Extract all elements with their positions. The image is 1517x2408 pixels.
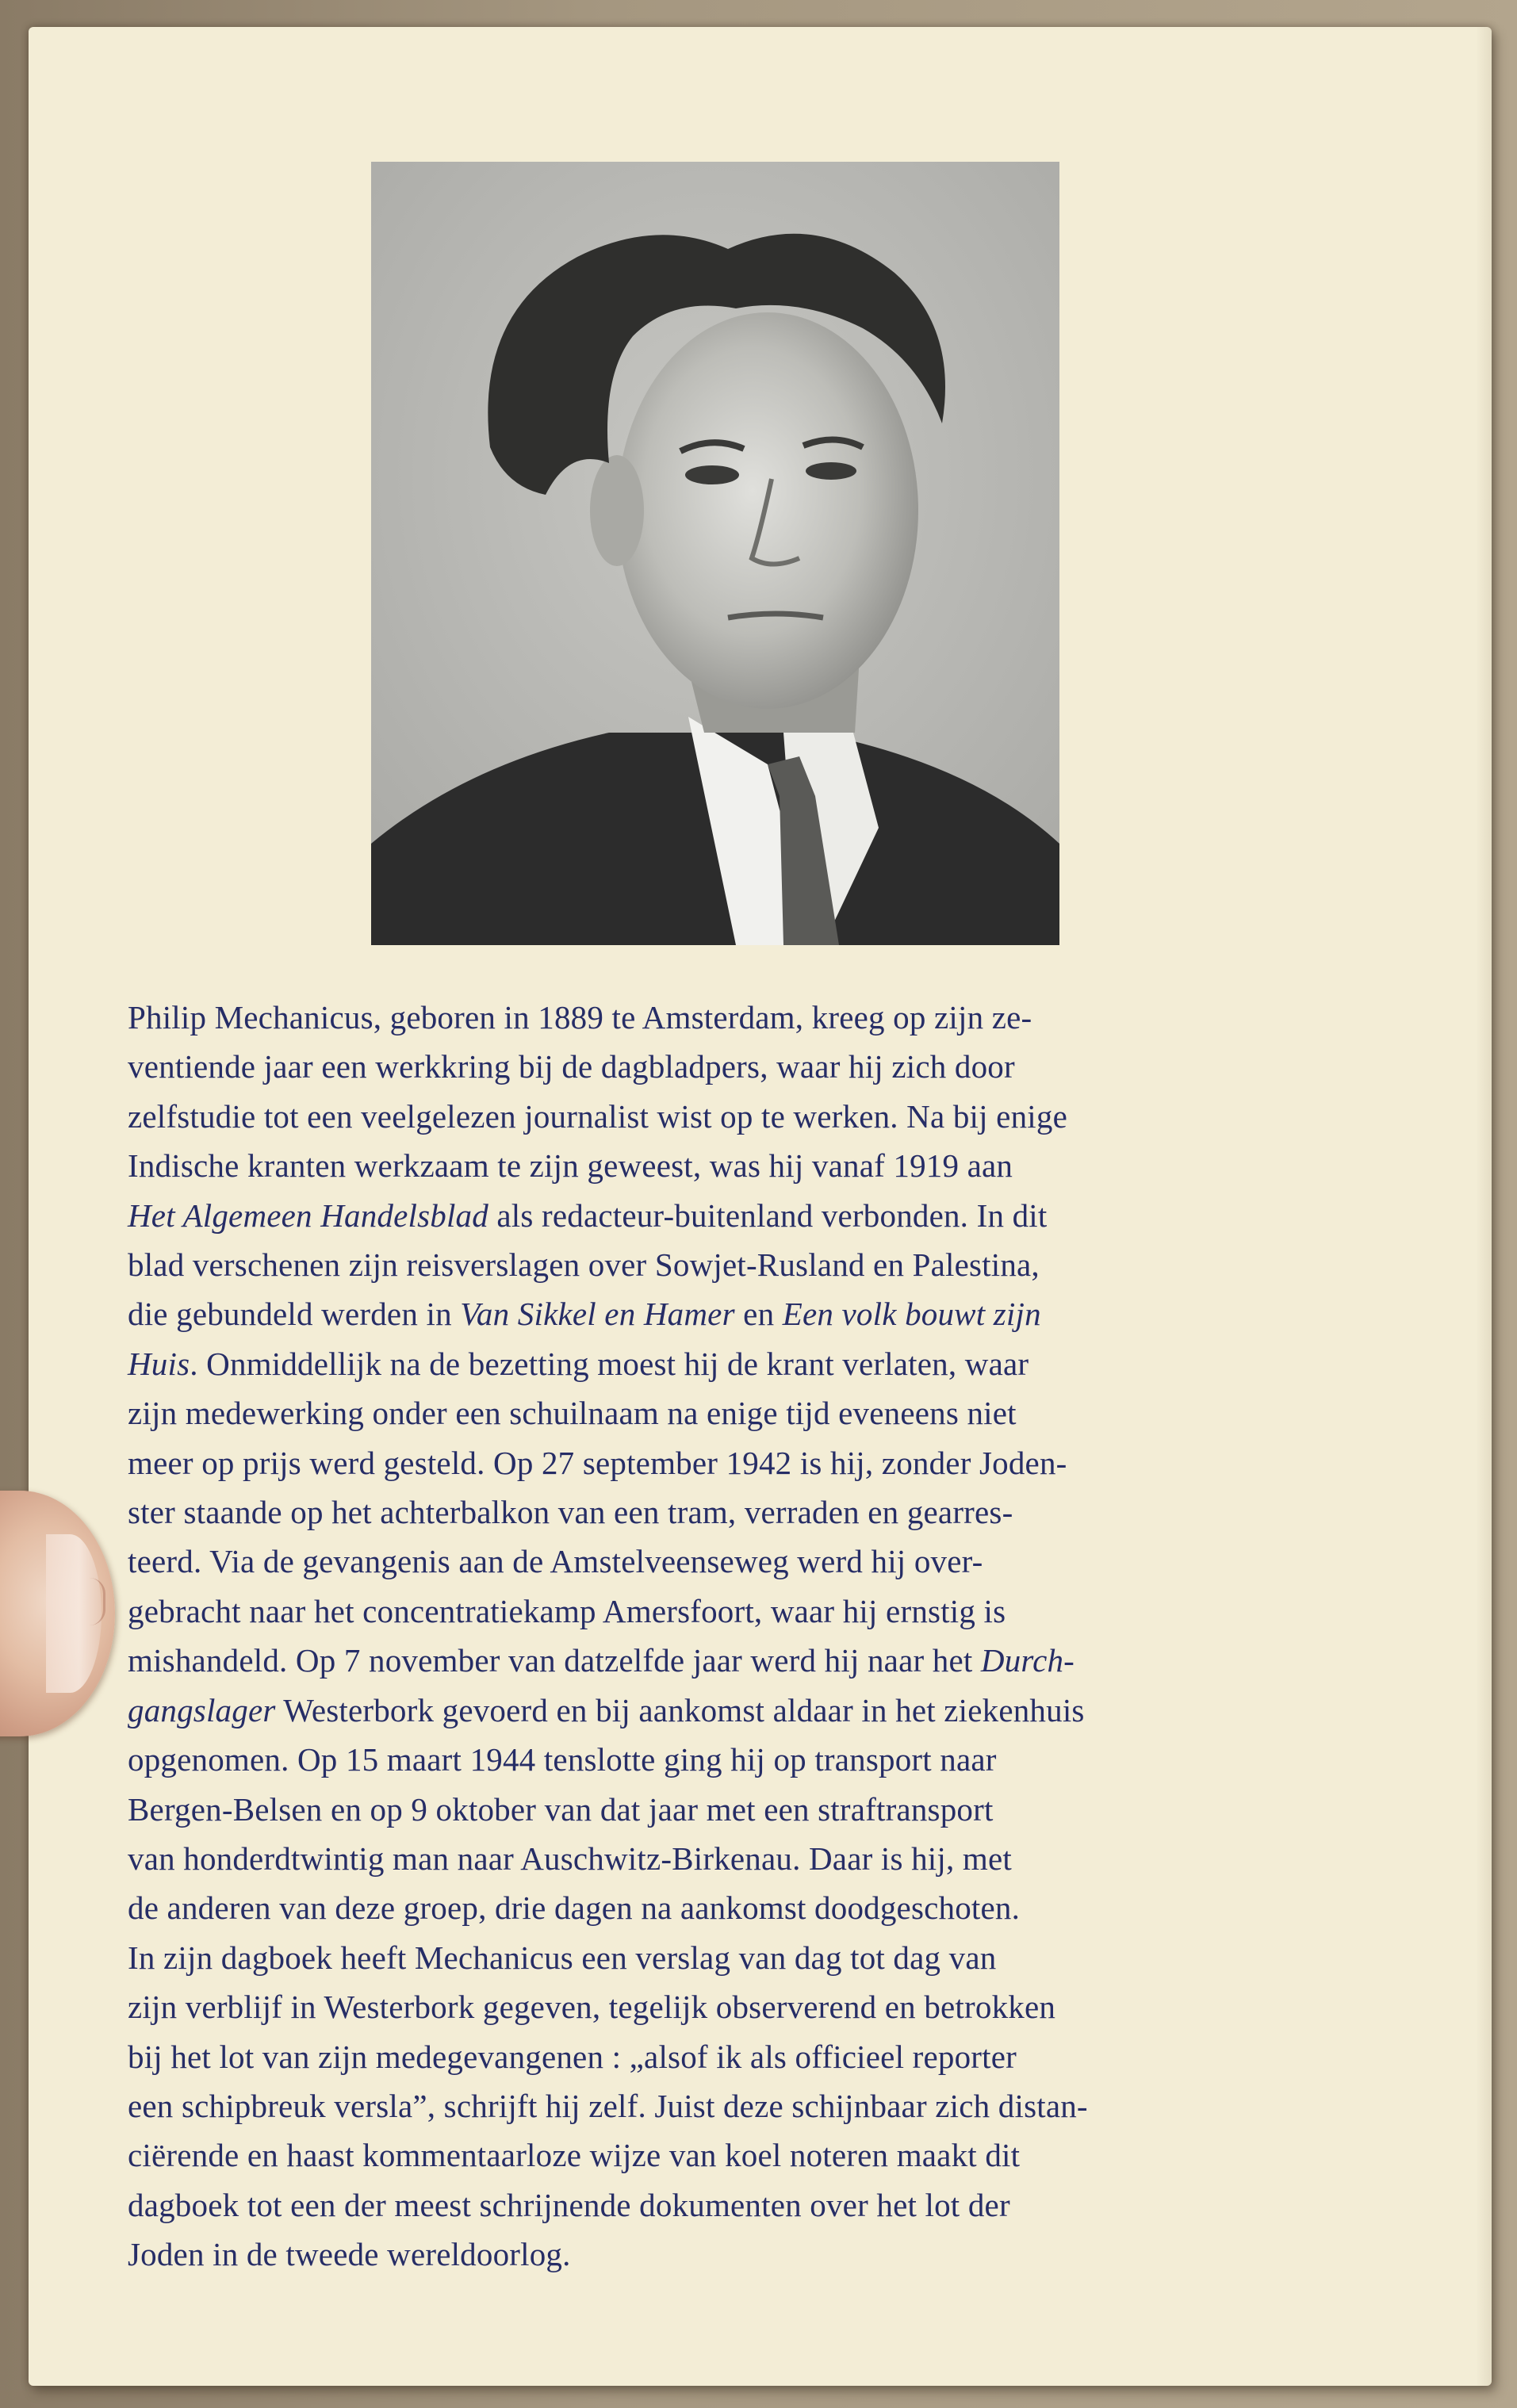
text-segment: Bergen-Belsen en op 9 oktober van dat jaar met een straftransport: [128, 1790, 994, 1828]
text-line: [128, 2032, 1333, 2081]
italic-title-text: Het Algemeen Handelsblad: [128, 1196, 488, 1234]
text-line: [128, 1982, 1333, 2031]
italic-title-text: gangslager: [128, 1691, 276, 1728]
text-segment: Indische kranten werkzaam te zijn geweest, was hij vanaf 1919 aan: [128, 1147, 1013, 1185]
text-segment: . Onmiddellijk na de bezetting moest hij de krant verlaten, waar: [190, 1345, 1029, 1382]
italic-title-text: Durch-: [980, 1642, 1075, 1679]
text-segment: ster staande op het achterbalkon van een tram, verraden en gearres-: [128, 1494, 1013, 1531]
text-segment: opgenomen. Op 15 maart 1944 tenslotte ging hij op transport naar: [128, 1741, 997, 1778]
biography-text: [128, 993, 1333, 2280]
text-segment: ciërende en haast kommentaarloze wijze van koel noteren maakt dit: [128, 2137, 1021, 2174]
text-line: [128, 1042, 1333, 1091]
author-portrait-photo: [371, 162, 1059, 945]
text-line: [128, 1438, 1333, 1487]
text-line: [128, 1537, 1333, 1586]
text-line: [128, 1191, 1333, 1240]
text-line: [128, 1141, 1333, 1190]
text-line: [128, 1388, 1333, 1438]
text-line: [128, 1289, 1333, 1338]
text-segment: en: [734, 1296, 783, 1333]
text-line: [128, 1636, 1333, 1685]
text-segment: mishandeld. Op 7 november van datzelfde jaar werd hij naar het: [128, 1642, 981, 1679]
text-line: [128, 2180, 1333, 2230]
text-segment: bij het lot van zijn medegevangenen : „alsof ik als officieel reporter: [128, 2038, 1017, 2075]
text-line: [128, 2130, 1333, 2180]
text-line: [128, 2081, 1333, 2130]
text-segment: meer op prijs werd gesteld. Op 27 september 1942 is hij, zonder Joden-: [128, 1444, 1067, 1481]
text-segment: In zijn dagboek heeft Mechanicus een verslag van dag tot dag van: [128, 1939, 997, 1976]
text-line: [128, 1240, 1333, 1289]
text-line: [128, 1735, 1333, 1784]
text-segment: zijn verblijf in Westerbork gegeven, tegelijk observerend en betrokken: [128, 1989, 1056, 2026]
text-segment: als redacteur-buitenland verbonden. In dit: [488, 1196, 1048, 1234]
cover-edge-shadow: [1476, 27, 1492, 2386]
text-segment: blad verschenen zijn reisverslagen over Sowjet-Rusland en Palestina,: [128, 1246, 1040, 1284]
text-line: [128, 1883, 1333, 1932]
text-line: [128, 1092, 1333, 1141]
italic-title-text: Een volk bouwt zijn: [782, 1296, 1041, 1333]
text-line: [128, 1587, 1333, 1636]
text-segment: gebracht naar het concentratiekamp Amersfoort, waar hij ernstig is: [128, 1592, 1006, 1629]
text-line: [128, 1933, 1333, 1982]
text-segment: die gebundeld werden in: [128, 1296, 461, 1333]
text-segment: een schipbreuk versla”, schrijft hij zelf. Juist deze schijnbaar zich distan-: [128, 2087, 1088, 2124]
text-segment: ventiende jaar een werkkring bij de dagbladpers, waar hij zich door: [128, 1048, 1015, 1085]
text-line: [128, 993, 1333, 1042]
text-segment: Joden in de tweede wereldoorlog.: [128, 2236, 571, 2273]
text-line: [128, 2230, 1333, 2279]
text-line: [128, 1686, 1333, 1735]
text-segment: de anderen van deze groep, drie dagen na aankomst doodgeschoten.: [128, 1889, 1021, 1927]
text-segment: Westerbork gevoerd en bij aankomst aldaar in het ziekenhuis: [275, 1691, 1085, 1728]
text-segment: Philip Mechanicus, geboren in 1889 te Amsterdam, kreeg op zijn ze-: [128, 999, 1032, 1036]
italic-title-text: Van Sikkel en Hamer: [460, 1296, 735, 1333]
text-segment: zelfstudie tot een veelgelezen journalist wist op te werken. Na bij enige: [128, 1097, 1067, 1135]
text-segment: zijn medewerking onder een schuilnaam na enige tijd eveneens niet: [128, 1395, 1017, 1432]
text-segment: dagboek tot een der meest schrijnende dokumenten over het lot der: [128, 2186, 1010, 2223]
text-segment: teerd. Via de gevangenis aan de Amstelveenseweg werd hij over-: [128, 1543, 983, 1580]
text-line: [128, 1487, 1333, 1537]
text-segment: van honderdtwintig man naar Auschwitz-Birkenau. Daar is hij, met: [128, 1839, 1012, 1877]
text-line: [128, 1785, 1333, 1834]
text-line: [128, 1339, 1333, 1388]
thumb-crease: [79, 1578, 105, 1625]
text-line: [128, 1834, 1333, 1883]
italic-title-text: Huis: [128, 1345, 190, 1382]
